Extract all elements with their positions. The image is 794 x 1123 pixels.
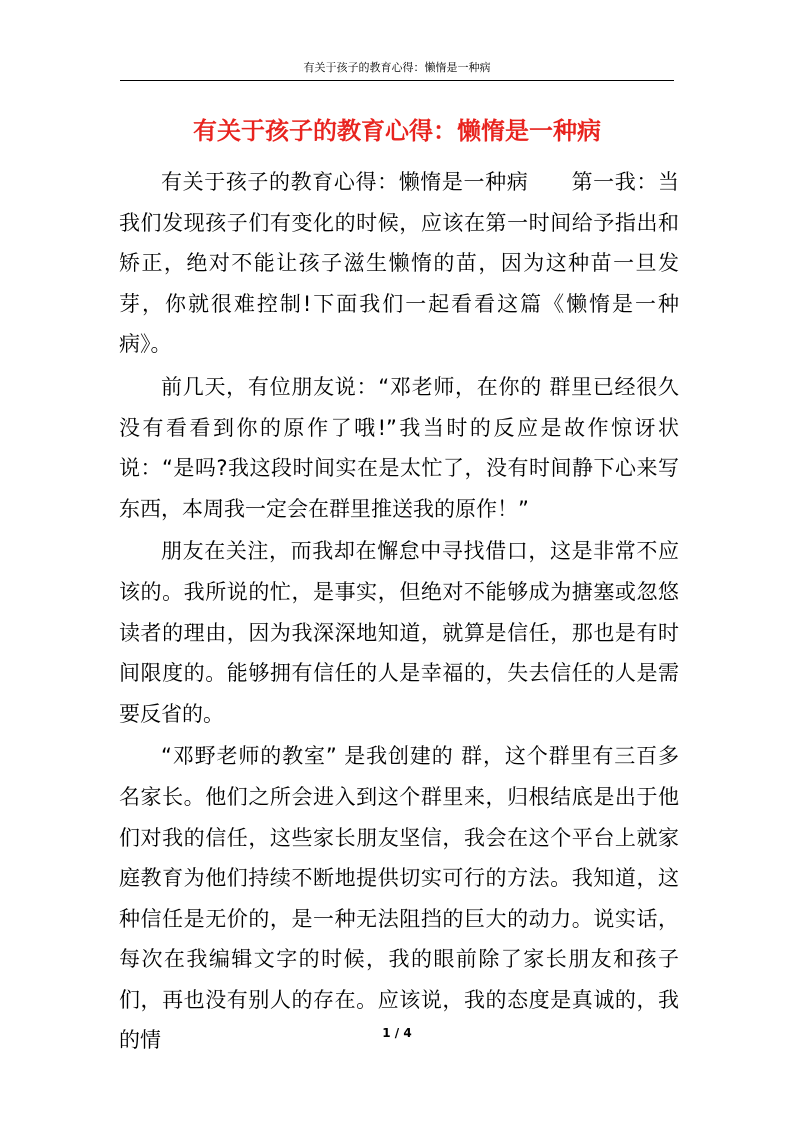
page-number: 1 / 4 [382,1026,412,1040]
paragraph-friend-quote: 前几天，有位朋友说：“邓老师，在你的 群里已经很久没有看看到你的原作了哦!”我当时的反应是故作惊讶状说：“是吗?我这段时间实在是太忙了，没有时间静下心来写东西，本周我一定会在群里推送我的原作！” [119,374,679,521]
document-title: 有关于孩子的教育心得：懒惰是一种病 [193,117,601,145]
paragraph-classroom-group: “邓野老师的教室” 是我创建的 群，这个群里有三百多名家长。他们之所会进入到这个群里来，归根结底是出于他们对我的信任，这些家长朋友坚信，我会在这个平台上就家庭教育为他们持续不断地提供切实可行的方法。我知道，这种信任是无价的，是一种无法阻挡的巨大的动力。说实话，每次在我编辑文字的时候，我的眼前除了家长朋友和孩子们，再也没有别人的存在。应该说，我的态度是真诚的，我的情 [119,744,679,1053]
paragraph-intro: 有关于孩子的教育心得：懒惰是一种病 第一我：当我们发现孩子们有变化的时候，应该在第一时间给予指出和矫正，绝对不能让孩子滋生懒惰的苗，因为这种苗一旦发芽，你就很难控制!下面我们一起看看这篇《懒惰是一种病》。 [119,170,679,357]
document-body [119,162,679,1061]
paragraph-reflection: 朋友在关注，而我却在懈怠中寻找借口，这是非常不应该的。我所说的忙，是事实，但绝对不能够成为搪塞或忽悠读者的理由，因为我深深地知道，就算是信任，那也是有时间限度的。能够拥有信任的人是幸福的，失去信任的人是需要反省的。 [119,539,679,726]
header-divider [120,80,674,81]
running-header: 有关于孩子的教育心得：懒惰是一种病 [303,61,491,74]
